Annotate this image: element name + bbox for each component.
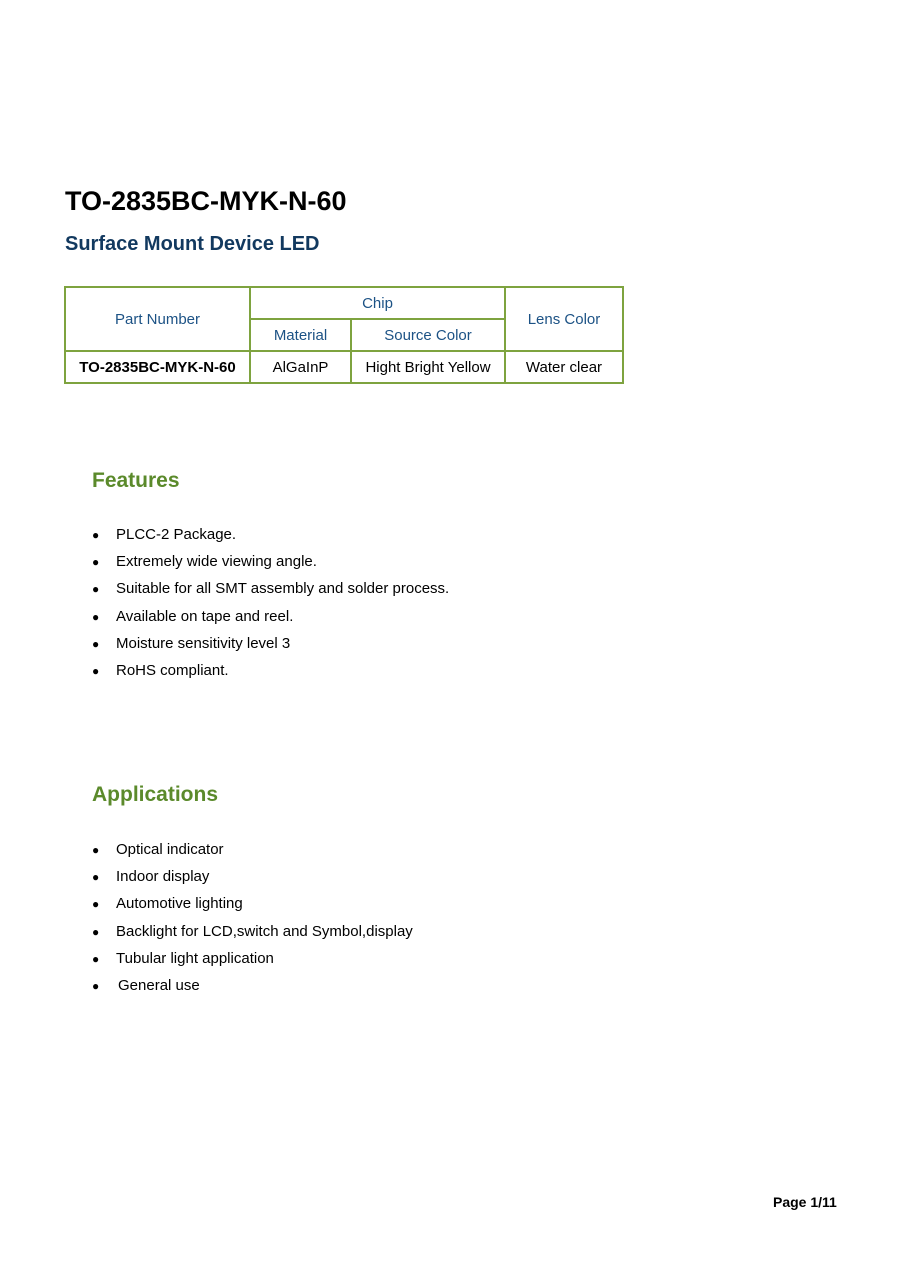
bullet-icon: ● (92, 924, 100, 939)
application-text: General use (118, 976, 200, 994)
document-title: TO-2835BC-MYK-N-60 (65, 186, 347, 216)
application-text: Tubular light application (116, 949, 274, 967)
cell-material: AlGaInP (250, 351, 351, 383)
bullet-icon: ● (92, 528, 100, 542)
bullet-icon: ● (92, 636, 100, 651)
list-item (92, 839, 413, 866)
header-lens-color: Lens Color (505, 287, 623, 351)
cell-part-number: TO-2835BC-MYK-N-60 (65, 351, 250, 383)
applications-list (92, 839, 413, 1002)
bullet-icon: ● (92, 843, 100, 857)
features-heading: Features (92, 469, 180, 492)
list-item (92, 633, 449, 660)
list-item (92, 975, 413, 1002)
header-part-number: Part Number (65, 287, 250, 351)
feature-text: Moisture sensitivity level 3 (116, 634, 291, 652)
application-text: Optical indicator (116, 841, 224, 858)
list-item (92, 921, 413, 948)
applications-heading: Applications (92, 783, 219, 806)
features-list (92, 524, 449, 687)
header-material: Material (250, 319, 351, 351)
feature-text: Extremely wide viewing angle. (116, 553, 317, 571)
list-item (92, 606, 449, 633)
bullet-icon: ● (92, 555, 100, 570)
document-subtitle: Surface Mount Device LED (65, 233, 320, 255)
page-number: Page 1/11 (773, 1194, 837, 1210)
list-item (92, 578, 449, 605)
feature-text: PLCC-2 Package. (116, 526, 237, 543)
bullet-icon: ● (92, 897, 100, 912)
list-item (92, 866, 413, 893)
feature-text: RoHS compliant. (116, 661, 229, 679)
header-source-color: Source Color (351, 319, 505, 351)
list-item (92, 524, 449, 551)
application-text: Automotive lighting (116, 895, 243, 913)
table-header-row (65, 287, 623, 319)
feature-text: Suitable for all SMT assembly and solder process. (116, 580, 450, 598)
cell-lens-color: Water clear (505, 351, 623, 383)
bullet-icon: ● (92, 663, 100, 678)
bullet-icon: ● (92, 870, 100, 885)
bullet-icon: ● (92, 609, 100, 624)
table-row (65, 351, 623, 383)
list-item (92, 948, 413, 975)
application-text: Backlight for LCD,switch and Symbol,display (116, 922, 413, 940)
bullet-icon: ● (92, 951, 100, 966)
cell-source-color: Hight Bright Yellow (351, 351, 505, 383)
bullet-icon: ● (92, 582, 100, 597)
list-item (92, 660, 449, 687)
bullet-icon: ● (92, 978, 100, 993)
list-item (92, 893, 413, 920)
header-chip: Chip (250, 287, 505, 319)
application-text: Indoor display (116, 868, 210, 886)
list-item (92, 551, 449, 578)
feature-text: Available on tape and reel. (116, 607, 294, 625)
part-spec-table (64, 286, 624, 384)
